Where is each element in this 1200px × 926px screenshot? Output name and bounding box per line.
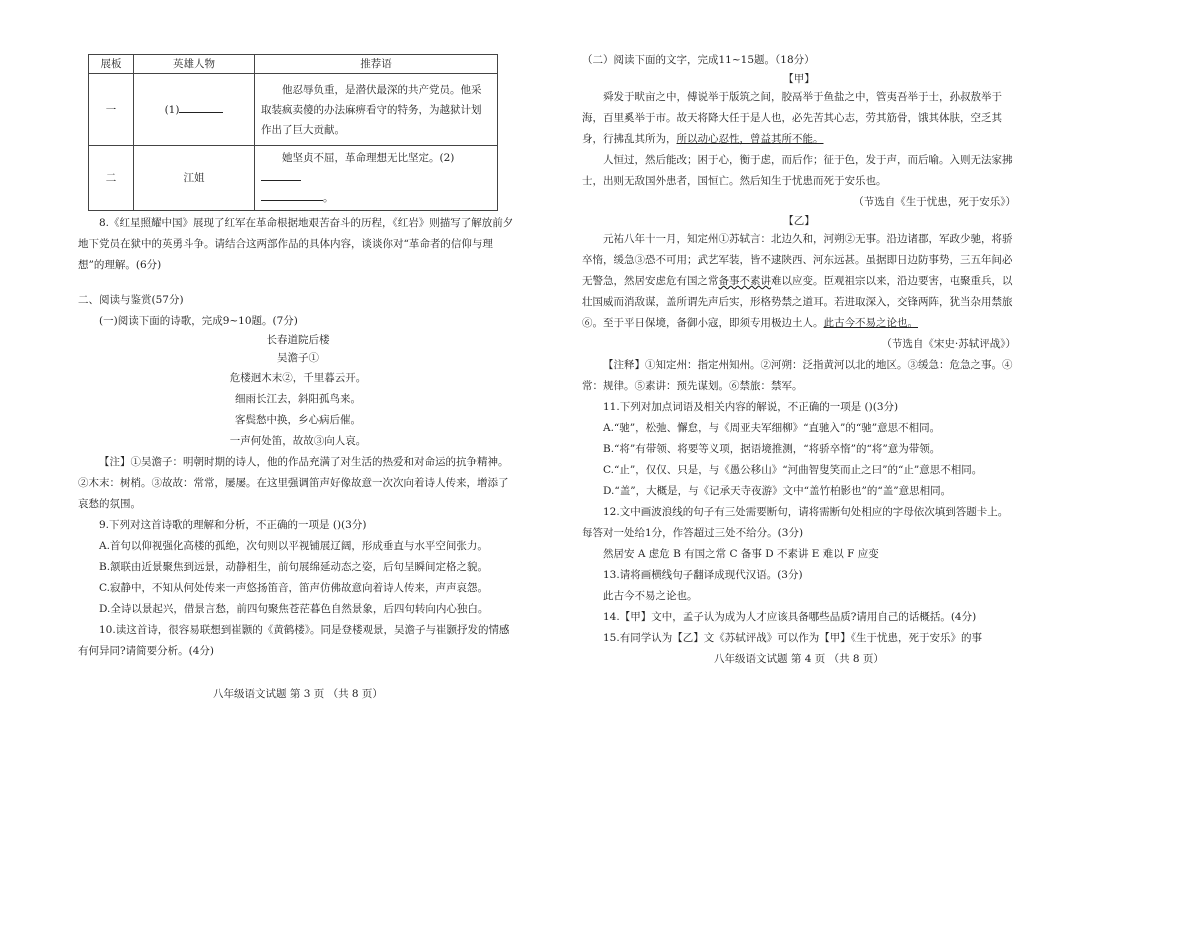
board-cell: 一 xyxy=(89,74,134,146)
left-page xyxy=(78,0,518,926)
table-row xyxy=(89,74,498,146)
blank-1[interactable] xyxy=(179,100,223,113)
recommend-cell: 他忍辱负重，是潜伏最深的共产党员。他采取装疯卖傻的办法麻痹看守的特务，为越狱计划作出了巨大贡献。 xyxy=(255,74,498,146)
board-cell: 二 xyxy=(89,146,134,211)
question-11: 11.下列对加点词语及相关内容的解说，不正确的一项是 ()(3分) xyxy=(603,401,899,413)
header-recommend: 推荐语 xyxy=(255,55,498,74)
jia-paragraph-1 xyxy=(582,87,1016,150)
yi-label: 【乙】 xyxy=(783,215,815,227)
yi-source: （节选自《宋史·苏轼评战》） xyxy=(881,338,1016,350)
header-hero: 英雄人物 xyxy=(134,55,255,74)
question-9-option-d: D.全诗以景起兴，借景言愁，前四句聚焦苍茫暮色自然景象，后四句转向内心独白。 xyxy=(99,603,489,615)
jia-paragraph-2: 人恒过，然后能改；困于心，衡于虑，而后作；征于色，发于声，而后喻。入则无法家拂士，出则无敌国外患者，国恒亡。然后知生于忧患而死于安乐也。 xyxy=(582,154,1013,187)
yi-wavy-sentence: 备事不素讲 xyxy=(718,275,771,287)
question-12-sentence: 然居安 A 虑危 B 有国之常 C 备事 D 不素讲 E 难以 F 应变 xyxy=(603,548,879,560)
poem-note: 【注】①吴澹子：明朝时期的诗人，他的作品充满了对生活的热爱和对命运的抗争精神。②木末：树梢。③故故：常常，屡屡。在这里强调笛声好像故意一次次向着诗人传来，增添了哀愁的氛围。 xyxy=(78,456,509,510)
question-12: 12.文中画波浪线的句子有三处需要断句，请将需断句处相应的字母依次填到答题卡上。每答对一处给1分，作答超过三处不给分。(3分) xyxy=(582,506,1009,539)
poem-title: 长春道院后楼 xyxy=(266,334,330,346)
yi-paragraph xyxy=(582,229,1016,334)
recommend-text: 她坚贞不屈，革命理想无比坚定。(2) xyxy=(282,152,455,164)
page-footer-right: 八年级语文试题 第 4 页 （共 8 页） xyxy=(714,653,884,665)
poem-line: 危楼迥木末②，千里暮云开。 xyxy=(229,372,367,384)
table-header-row xyxy=(89,55,498,74)
hero-cell: 江姐 xyxy=(134,146,255,211)
jia-label: 【甲】 xyxy=(783,73,815,85)
hero-cell xyxy=(134,74,255,146)
exhibit-table xyxy=(88,54,498,211)
poem-line: 细雨长江去，斜阳孤鸟来。 xyxy=(235,393,361,405)
question-8: 8.《红星照耀中国》展现了红军在革命根据地艰苦奋斗的历程，《红岩》则描写了解放前夕地下党员在狱中的英勇斗争。请结合这两部作品的具体内容，谈谈你对“革命者的信仰与理想”的理解。(6分) xyxy=(78,217,514,271)
recommend-tail: 。 xyxy=(323,192,334,204)
header-board: 展板 xyxy=(89,55,134,74)
question-15: 15.有同学认为【乙】文《苏轼评战》可以作为【甲】《生于忧患，死于安乐》的事 xyxy=(603,632,982,644)
jia-text: 舜发于畎亩之中，傅说举于版筑之间，胶鬲举于鱼盐之中，管夷吾举于士，孙叔敖举于海，百里奚举于市。故天将降大任于是人也，必先苦其心志，劳其筋骨，饿其体肤，空乏其身，行拂乱其所为， xyxy=(582,91,1002,145)
recommend-cell xyxy=(255,146,498,211)
question-9-option-b: B.颔联由近景聚焦到远景，动静相生，前句展绵延动态之姿，后句呈瞬间定格之貌。 xyxy=(99,561,489,573)
right-page xyxy=(582,0,1016,926)
yi-text-b: 难以应变。臣观祖宗以来，沿边要害，屯聚重兵，以壮国威而消敌谋，盖所谓先声后实，形格势禁之道耳。若进取深入，交锋两阵，犹当杂用禁旅⑥。至于平日保境，备御小寇，即须专用极边土人。 xyxy=(582,275,1013,329)
question-11-option-d: D.“盖”，大概是，与《记承天寺夜游》文中“盖竹柏影也”的“盖”意思相同。 xyxy=(603,485,952,497)
blank-2a[interactable] xyxy=(261,168,301,181)
yi-note: 【注释】①知定州：指定州知州。②河朔：泛指黄河以北的地区。③缓急：危急之事。④常：规律。⑤素讲：预先谋划。⑥禁旅：禁军。 xyxy=(582,359,1013,392)
section-2-heading: 二、阅读与鉴赏(57分) xyxy=(78,294,184,306)
yi-text-a: 元祐八年十一月，知定州①苏轼言：北边久和，河朔②无事。沿边诸郡，军政少驰，将骄卒惰，缓急③恐不可用；武艺军装，皆不逮陕西、河东远甚。虽据即日边防事势，三五年间必无警急，然居安虑危有国之常 xyxy=(582,233,1013,287)
page-footer-left: 八年级语文试题 第 3 页 （共 8 页） xyxy=(213,688,383,700)
yi-underlined-sentence: 此古今不易之论也。 xyxy=(823,317,918,329)
subsection-2-heading: （二）阅读下面的文字，完成11~15题。（18分） xyxy=(582,54,815,66)
question-11-option-a: A.“驰”，松弛、懈怠，与《周亚夫军细柳》“直驰入”的“驰”意思不相同。 xyxy=(603,422,941,434)
blank-2b[interactable] xyxy=(261,188,323,201)
subsection-1-heading: (一)阅读下面的诗歌，完成9~10题。(7分) xyxy=(99,315,298,327)
jia-source: （节选自《生于忧患，死于安乐》） xyxy=(853,196,1016,208)
question-13: 13.请将画横线句子翻译成现代汉语。(3分) xyxy=(603,569,803,581)
blank-label: (1) xyxy=(164,103,180,116)
question-11-option-b: B.“将”有带领、将要等义项，据语境推测，“将骄卒惰”的“将”意为带领。 xyxy=(603,443,941,455)
question-13-sentence: 此古今不易之论也。 xyxy=(603,590,698,602)
question-14: 14.【甲】文中，孟子认为成为人才应该具备哪些品质?请用自己的话概括。(4分) xyxy=(603,611,977,623)
question-9: 9.下列对这首诗歌的理解和分析，不正确的一项是 ()(3分) xyxy=(99,519,367,531)
poem-line: 一声何处笛，故故③向人哀。 xyxy=(229,435,367,447)
question-10: 10.读这首诗，很容易联想到崔颢的《黄鹤楼》。同是登楼观景，吴澹子与崔颢抒发的情感有何异同?请简要分析。(4分) xyxy=(78,624,510,657)
poem xyxy=(78,332,518,452)
poem-author: 吴澹子① xyxy=(277,352,319,364)
question-9-option-c: C.寂静中，不知从何处传来一声悠扬笛音，笛声仿佛故意向着诗人传来，声声哀怨。 xyxy=(99,582,488,594)
table-row xyxy=(89,146,498,211)
jia-underlined-sentence: 所以动心忍性，曾益其所不能。 xyxy=(676,133,824,145)
poem-line: 客鬓愁中换，乡心病后催。 xyxy=(235,414,361,426)
question-11-option-c: C.“止”，仅仅、只是，与《愚公移山》“河曲智叟笑而止之曰”的“止”意思不相同。 xyxy=(603,464,983,476)
question-9-option-a: A.首句以仰视强化高楼的孤绝，次句则以平视铺展辽阔，形成垂直与水平空间张力。 xyxy=(99,540,488,552)
